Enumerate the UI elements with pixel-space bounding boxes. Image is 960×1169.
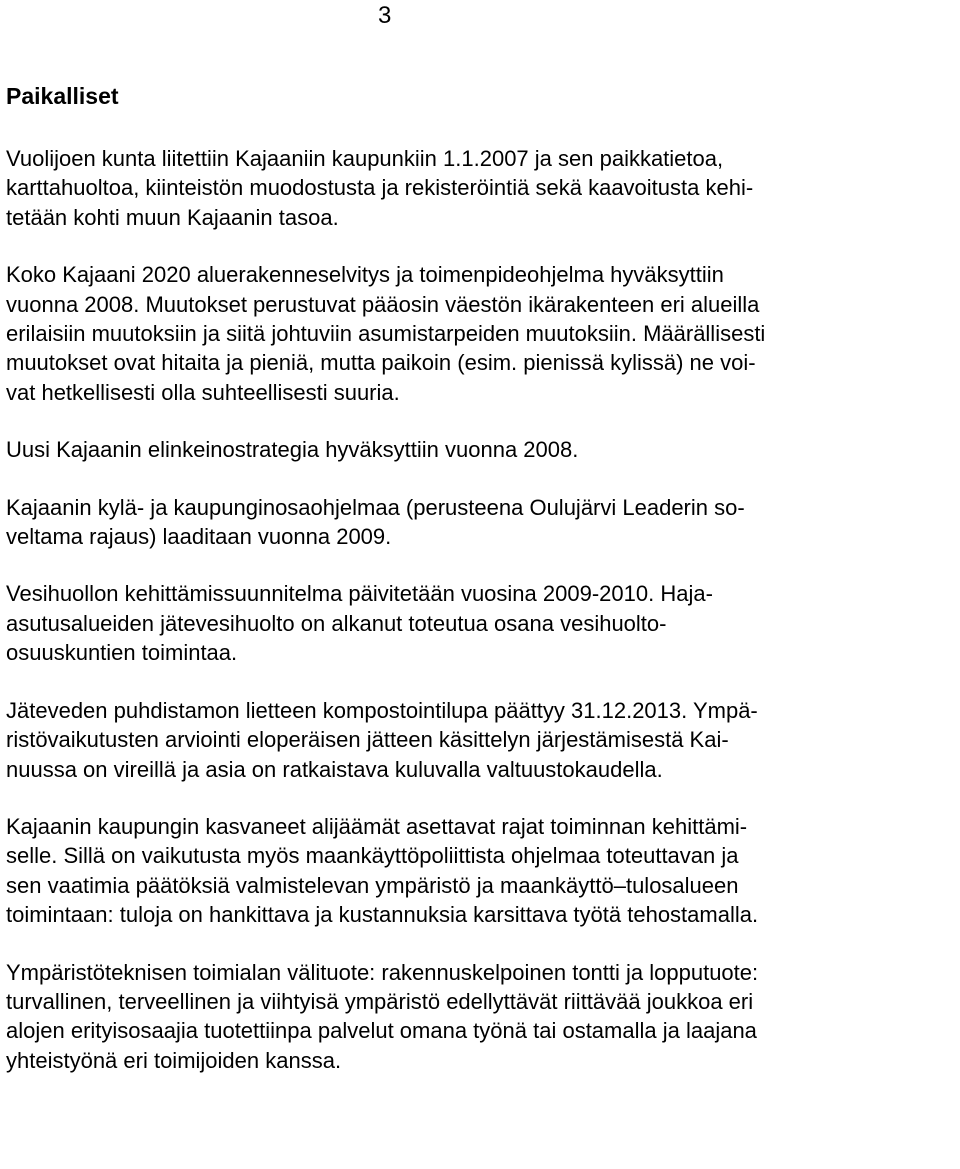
document-body [6,82,954,1103]
paragraph-kajaani-2020: Koko Kajaani 2020 aluerakenneselvitys ja toimenpideohjelma hyväksyttiin vuonna 2008. Muutokset perustuvat pääosin väestön ikärakenteen eri alueilla erilaisiin muutoksiin ja siitä johtuviin asumistarpeiden muutoksiin. Määrällisesti muutokset ovat hitaita ja pieniä, mutta paikoin (esim. pienissä kylissä) ne voi- vat hetkellisesti olla suhteellisesti suuria. [6,262,766,405]
paragraph-alijaamat: Kajaanin kaupungin kasvaneet alijäämät asettavat rajat toiminnan kehittämi- selle. Sillä on vaikutusta myös maankäyttöpoliittista ohjelmaa toteuttavan ja sen vaatimia päätöksiä valmistelevan ympäristö ja maankäyttö–tulosalueen toimintaan: tuloja on hankittava ja kustannuksia karsittava työtä tehostamalla. [6,813,759,928]
paragraph-elinkeinostrategia: Uusi Kajaanin elinkeinostrategia hyväksyttiin vuonna 2008. [6,437,579,463]
paragraph-jatevesi: Jäteveden puhdistamon lietteen kompostointilupa päättyy 31.12.2013. Ympä- ristövaikutusten arviointi eloperäisen jätteen käsittelyn järjestämisestä Kai- nuussa on vireillä ja asia on ratkaistava kuluvalla valtuustokaudella. [6,697,758,782]
section-heading: Paikalliset [6,83,119,109]
paragraph-vuolijoki: Vuolijoen kunta liitettiin Kajaaniin kaupunkiin 1.1.2007 ja sen paikkatietoa, karttahuoltoa, kiinteistön muodostusta ja rekisteröintiä sekä kaavoitusta kehi- tetään kohti muun Kajaanin tasoa. [6,146,754,230]
page-number: 3 [378,2,392,29]
paragraph-ymparistotekninen: Ympäristöteknisen toimialan välituote: rakennuskelpoinen tontti ja lopputuote: turvallinen, terveellinen ja viihtyisä ympäristö edellyttävät riittävää joukkoa eri alojen erityisosaajia tuotettiinpa palvelut omana työnä tai ostamalla ja laajana yhteistyönä eri toimijoiden kanssa. [6,959,759,1073]
paragraph-vesihuolto: Vesihuollon kehittämissuunnitelma päivitetään vuosina 2009-2010. Haja- asutusalueiden jätevesihuolto on alkanut toteutua osana vesihuolto- osuuskuntien toimintaa. [6,581,713,666]
paragraph-kylaohjelma: Kajaanin kylä- ja kaupunginosaohjelmaa (perusteena Oulujärvi Leaderin so- veltama rajaus) laaditaan vuonna 2009. [6,494,745,550]
